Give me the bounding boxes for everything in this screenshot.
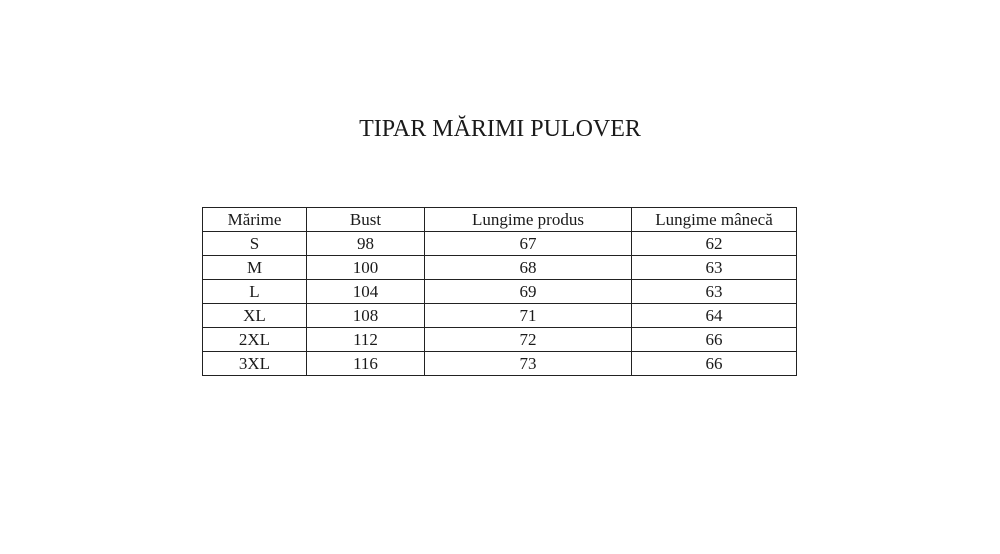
cell-bust: 112	[307, 328, 425, 352]
cell-size: L	[203, 280, 307, 304]
cell-size: XL	[203, 304, 307, 328]
page-title: TIPAR MĂRIMI PULOVER	[359, 116, 641, 142]
table-header-row	[203, 208, 797, 232]
cell-product-length: 71	[425, 304, 632, 328]
cell-bust: 116	[307, 352, 425, 376]
cell-size: S	[203, 232, 307, 256]
cell-product-length: 72	[425, 328, 632, 352]
cell-product-length: 68	[425, 256, 632, 280]
cell-bust: 104	[307, 280, 425, 304]
table-row	[203, 352, 797, 376]
cell-sleeve-length: 64	[632, 304, 797, 328]
table-row	[203, 280, 797, 304]
cell-product-length: 69	[425, 280, 632, 304]
cell-sleeve-length: 62	[632, 232, 797, 256]
cell-bust: 100	[307, 256, 425, 280]
cell-sleeve-length: 66	[632, 328, 797, 352]
table-row	[203, 304, 797, 328]
cell-size: 2XL	[203, 328, 307, 352]
cell-product-length: 73	[425, 352, 632, 376]
cell-sleeve-length: 63	[632, 256, 797, 280]
header-product-length: Lungime produs	[425, 208, 632, 232]
header-bust: Bust	[307, 208, 425, 232]
header-size: Mărime	[203, 208, 307, 232]
table-row	[203, 328, 797, 352]
cell-sleeve-length: 66	[632, 352, 797, 376]
table-row	[203, 232, 797, 256]
cell-bust: 108	[307, 304, 425, 328]
table-row	[203, 256, 797, 280]
cell-sleeve-length: 63	[632, 280, 797, 304]
cell-size: 3XL	[203, 352, 307, 376]
cell-bust: 98	[307, 232, 425, 256]
cell-size: M	[203, 256, 307, 280]
size-chart-table	[202, 207, 797, 376]
header-sleeve-length: Lungime mânecă	[632, 208, 797, 232]
cell-product-length: 67	[425, 232, 632, 256]
